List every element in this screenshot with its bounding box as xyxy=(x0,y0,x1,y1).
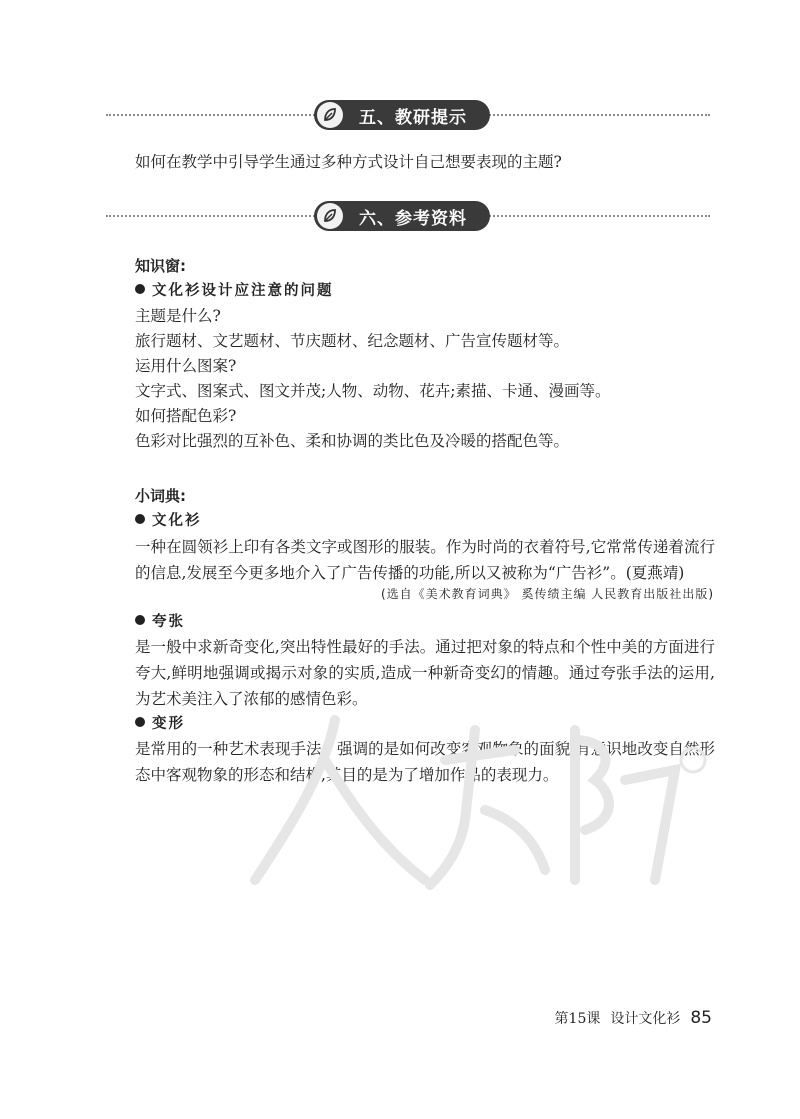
section-title-pill xyxy=(314,201,490,231)
bullet-icon xyxy=(135,514,145,524)
section-header-reference-materials xyxy=(106,201,710,231)
section-header-research-tips xyxy=(106,100,710,130)
lesson-number: 第15课 xyxy=(554,1011,601,1027)
lesson-title: 设计文化衫 xyxy=(610,1011,681,1027)
dictionary-term-row xyxy=(135,609,715,634)
knowledge-line: 色彩对比强烈的互补色、柔和协调的类比色及冷暖的搭配色等。 xyxy=(135,432,570,450)
dictionary-term-row xyxy=(135,508,715,533)
section-title-pill xyxy=(314,100,490,130)
leaf-icon xyxy=(317,102,343,128)
page-footer xyxy=(555,1008,712,1028)
section-title: 五、教研提示 xyxy=(359,107,467,128)
dictionary-definition: 一种在圆领衫上印有各类文字或图形的服装。作为时尚的衣着符号,它常常传递着流行的信息,发展至今更多地介入了广告传播的功能,所以又被称为“广告衫”。(夏燕靖) xyxy=(135,538,715,582)
page-number: 85 xyxy=(690,1008,712,1028)
knowledge-line: 运用什么图案? xyxy=(135,357,237,375)
bullet-icon xyxy=(135,284,145,294)
knowledge-line: 旅行题材、文艺题材、节庆题材、纪念题材、广告宣传题材等。 xyxy=(135,332,570,350)
knowledge-subheading: 文化衫设计应注意的问题 xyxy=(152,282,334,299)
knowledge-line: 主题是什么? xyxy=(135,307,221,325)
knowledge-heading: 知识窗: xyxy=(135,257,186,275)
dictionary-source: (选自《美术教育词典》 奚传绩主编 人民教育出版社出版) xyxy=(381,587,714,601)
leaf-icon xyxy=(317,203,343,229)
knowledge-line: 如何搭配色彩? xyxy=(135,407,237,425)
knowledge-line: 文字式、图案式、图文并茂;人物、动物、花卉;素描、卡通、漫画等。 xyxy=(135,382,611,400)
research-tip-text: 如何在教学中引导学生通过多种方式设计自己想要表现的主题? xyxy=(135,153,562,171)
dictionary-term: 变形 xyxy=(152,715,185,732)
bullet-icon xyxy=(135,717,145,727)
knowledge-subheading-row xyxy=(135,278,715,303)
dictionary-term: 夸张 xyxy=(152,613,185,630)
dictionary-heading: 小词典: xyxy=(135,487,186,505)
dictionary-definition: 是一般中求新奇变化,突出特性最好的手法。通过把对象的特点和个性中美的方面进行夸大,鲜明地强调或揭示对象的实质,造成一种新奇变幻的情趣。通过夸张手法的运用,为艺术美注入了浓郁的感情色彩。 xyxy=(135,638,715,708)
bullet-icon xyxy=(135,615,145,625)
section-title: 六、参考资料 xyxy=(359,208,467,229)
publisher-watermark xyxy=(215,700,715,900)
dictionary-definition: 是常用的一种艺术表现手法。强调的是如何改变客观物象的面貌,有意识地改变自然形态中客观物象的形态和结构,其目的是为了增加作品的表现力。 xyxy=(135,740,715,784)
dictionary-term: 文化衫 xyxy=(152,512,202,529)
